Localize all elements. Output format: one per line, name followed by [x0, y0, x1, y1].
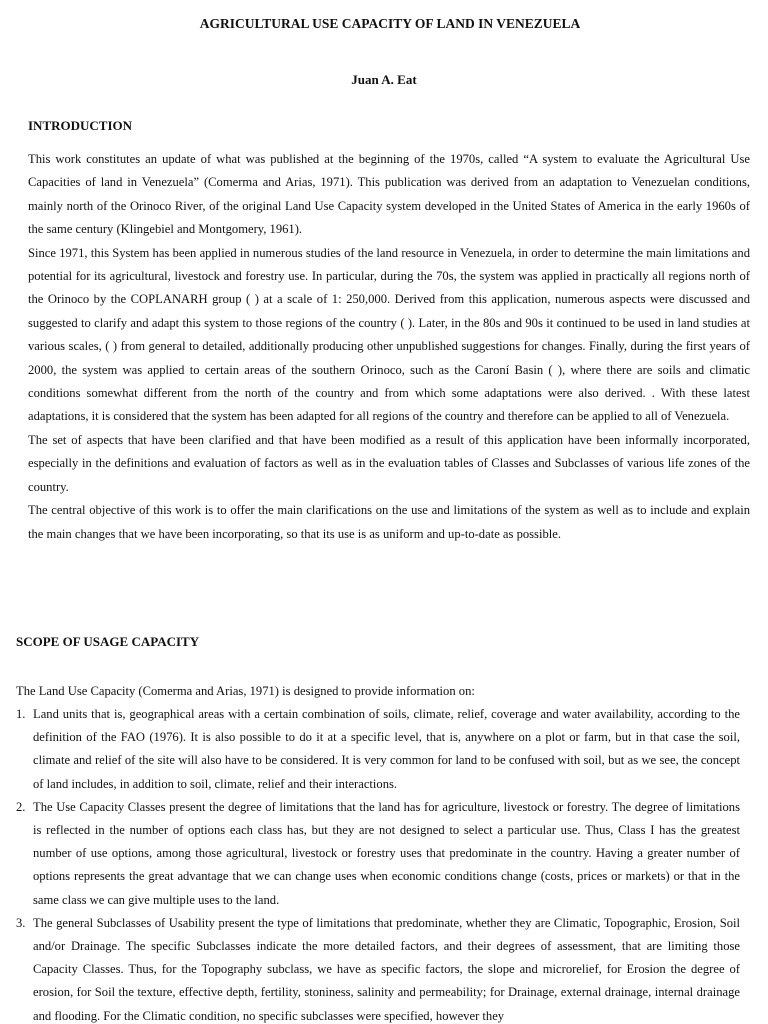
- list-item-number: 1.: [16, 707, 26, 721]
- list-item-text: Land units that is, geographical areas with a certain combination of soils, climate, relief, coverage and water availability, according to the definition of the FAO (1976). It is also possible to do it at a specific level, that is, anywhere on a plot or farm, but in that case the soil, climate and relief of the site will also have to be considered. It is very common for land to be confused with soil, but as we see, the concept of land includes, in addition to soil, climate, relief and their interactions.: [33, 707, 740, 791]
- list-item-number: 3.: [16, 915, 26, 930]
- scope-lead-text: The Land Use Capacity (Comerma and Arias, 1971) is designed to provide information on:: [16, 684, 475, 698]
- scope-list-item: [16, 796, 740, 912]
- introduction-paragraph: Since 1971, this System has been applied in numerous studies of the land resource in Venezuela, in order to determine the main limitations and potential for its agricultural, livestock and forestry use. In particular, during the 70s, the system was applied in practically all regions north of the Orinoco by the COPLANARH group ( ) at a scale of 1: 250,000. Derived from this application, numerous aspects were discussed and suggested to clarify and adapt this system to those regions of the country ( ). Later, in the 80s and 90s it continued to be used in land studies at various scales, ( ) from general to detailed, additionally producing other unpublished suggestions for changes. Finally, during the first years of 2000, the system was applied to certain areas of the southern Orinoco, such as the Caroní Basin ( ), where there are soils and climatic conditions somewhat different from the north of the country and from which some adaptations were also derived. . With these latest adaptations, it is considered that the system has been adapted for all regions of the country and therefore can be applied to all of Venezuela.: [28, 245, 750, 424]
- scope-list-item: [16, 703, 740, 796]
- introduction-heading: INTRODUCTION: [28, 118, 133, 133]
- introduction-paragraph: The set of aspects that have been clarified and that have been modified as a result of this application have been informally incorporated, especially in the definitions and evaluation of factors as well as in the evaluation tables of Classes and Subclasses of various life zones of the country.: [28, 432, 750, 494]
- introduction-paragraph: This work constitutes an update of what was published at the beginning of the 1970s, called “A system to evaluate the Agricultural Use Capacities of land in Venezuela” (Comerma and Arias, 1971). This publication was derived from an adaptation to Venezuelan conditions, mainly north of the Orinoco River, of the original Land Use Capacity system developed in the United States of America in the early 1960s of the same century (Klingebiel and Montgomery, 1961).: [28, 152, 750, 237]
- scope-list: [16, 703, 740, 1024]
- document-title: AGRICULTURAL USE CAPACITY OF LAND IN VENEZUELA: [199, 16, 581, 31]
- scope-heading: SCOPE OF USAGE CAPACITY: [16, 634, 200, 649]
- list-item-number: 2.: [16, 799, 26, 814]
- list-item-text: The Use Capacity Classes present the degree of limitations that the land has for agriculture, livestock or forestry. The degree of limitations is reflected in the number of options each class has, but they are not designed to select a particular use. Thus, Class I has the greatest number of use options, among those agricultural, livestock or forestry uses that predominate in the country. Having a greater number of options represents the great advantage that we can change uses when economic conditions change (costs, prices or markets) or that in the same class we can give multiple uses to the land.: [33, 799, 740, 907]
- list-item-text: The general Subclasses of Usability present the type of limitations that predominate, whether they are Climatic, Topographic, Erosion, Soil and/or Drainage. The specific Subclasses indicate the more detailed factors, and their degrees of assessment, that are limiting those Capacity Classes. Thus, for the Topography subclass, we have as specific factors, the slope and microrelief, for Erosion the degree of erosion, for Soil the texture, effective depth, fertility, stoniness, salinity and permeability; for Drainage, external drainage, internal drainage and flooding. For the Climatic condition, no specific subclasses were specified, however they: [33, 915, 740, 1023]
- document-author: Juan A. Eat: [351, 72, 417, 87]
- introduction-body: [28, 148, 750, 546]
- introduction-paragraph: The central objective of this work is to offer the main clarifications on the use and limitations of the system as well as to include and explain the main changes that we have been incorporating, so that its use is as uniform and up-to-date as possible.: [28, 503, 750, 541]
- scope-list-item: [16, 912, 740, 1024]
